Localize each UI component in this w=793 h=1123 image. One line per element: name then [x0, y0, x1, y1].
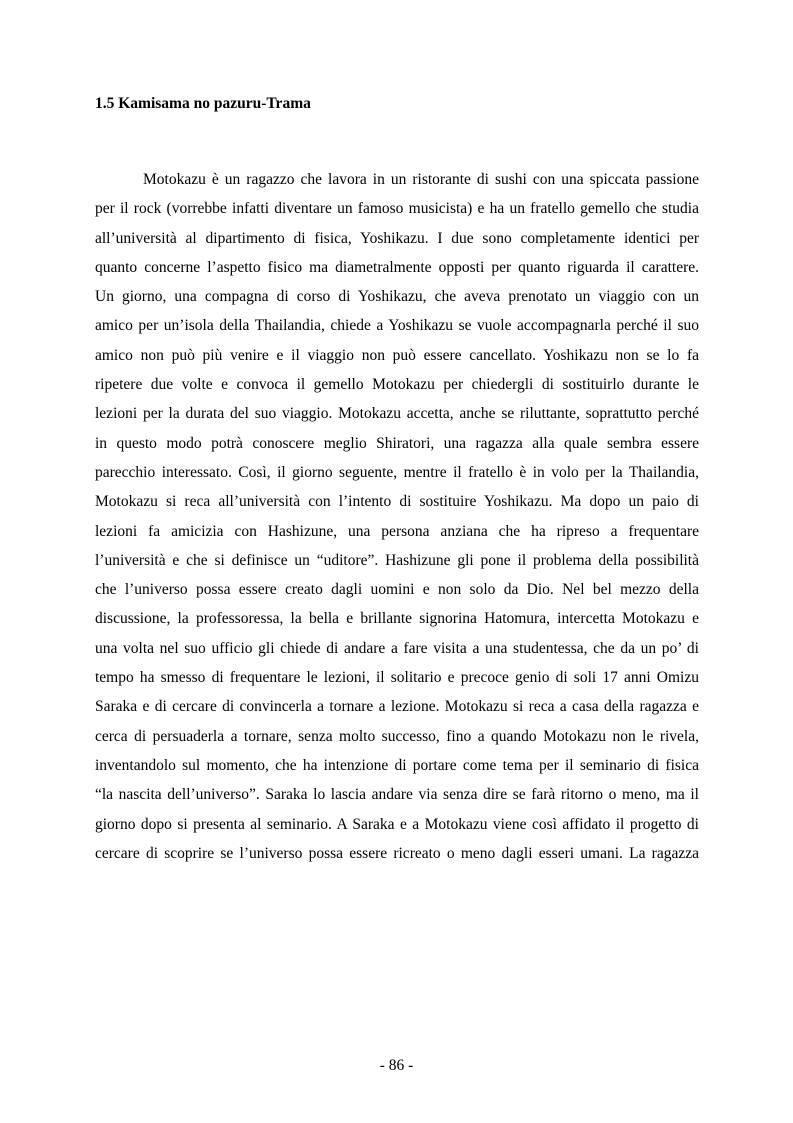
text-line: per il rock (vorrebbe infatti diventare un famoso musicista) e ha un fratello gemello che studia	[95, 200, 699, 218]
text-line: discussione, la professoressa, la bella e brillante signorina Hatomura, intercetta Motokazu e	[95, 610, 699, 628]
text-line: lezioni per la durata del suo viaggio. Motokazu accetta, anche se riluttante, soprattutto perché	[95, 405, 699, 423]
text-line: Motokazu si reca all’università con l’intento di sostituire Yoshikazu. Ma dopo un paio di	[95, 493, 699, 511]
text-line: lezioni fa amicizia con Hashizune, una persona anziana che ha ripreso a frequentare	[95, 522, 699, 540]
text-line: tempo ha smesso di frequentare le lezioni, il solitario e precoce genio di soli 17 anni Omizu	[95, 669, 699, 687]
text-line: Motokazu è un ragazzo che lavora in un ristorante di sushi con una spiccata passione	[143, 171, 699, 188]
text-line: cercare di scoprire se l’universo possa essere ricreato o meno dagli esseri umani. La ragazza	[95, 844, 699, 862]
page-number: - 86 -	[379, 1057, 414, 1074]
text-line: giorno dopo si presenta al seminario. A Saraka e a Motokazu viene così affidato il progetto di	[95, 815, 699, 833]
text-line: “la nascita dell’universo”. Saraka lo lascia andare via senza dire se farà ritorno o meno, ma il	[95, 786, 699, 804]
body-paragraph	[95, 165, 699, 868]
text-line: parecchio interessato. Così, il giorno seguente, mentre il fratello è in volo per la Thailandia,	[95, 463, 699, 481]
text-line: in questo modo potrà conoscere meglio Shiratori, una ragazza alla quale sembra essere	[95, 434, 699, 452]
text-line: l’università e che si definisce un “uditore”. Hashizune gli pone il problema della possibilità	[95, 551, 699, 569]
text-line: amico per un’isola della Thailandia, chiede a Yoshikazu se vuole accompagnarla perché il suo	[95, 317, 699, 335]
text-line: quanto concerne l’aspetto fisico ma diametralmente opposti per quanto riguarda il carattere.	[95, 258, 699, 276]
text-line: ripetere due volte e convoca il gemello Motokazu per chiedergli di sostituirlo durante le	[95, 376, 699, 394]
text-line: all’università al dipartimento di fisica, Yoshikazu. I due sono completamente identici per	[95, 229, 699, 247]
text-line: che l’universo possa essere creato dagli uomini e non solo da Dio. Nel bel mezzo della	[95, 581, 699, 599]
text-line: Saraka e di cercare di convincerla a tornare a lezione. Motokazu si reca a casa della ragazza e	[95, 698, 699, 716]
text-line: inventandolo sul momento, che ha intenzione di portare come tema per il seminario di fisica	[95, 756, 699, 774]
section-heading: 1.5 Kamisama no pazuru-Trama	[95, 95, 311, 112]
text-line: amico non può più venire e il viaggio non può essere cancellato. Yoshikazu non se lo fa	[95, 346, 699, 364]
text-line: Un giorno, una compagna di corso di Yoshikazu, che aveva prenotato un viaggio con un	[95, 288, 699, 306]
text-line: cerca di persuaderla a tornare, senza molto successo, fino a quando Motokazu non le rivela,	[95, 727, 699, 745]
text-line: una volta nel suo ufficio gli chiede di andare a fare visita a una studentessa, che da un po’ di	[95, 639, 699, 657]
